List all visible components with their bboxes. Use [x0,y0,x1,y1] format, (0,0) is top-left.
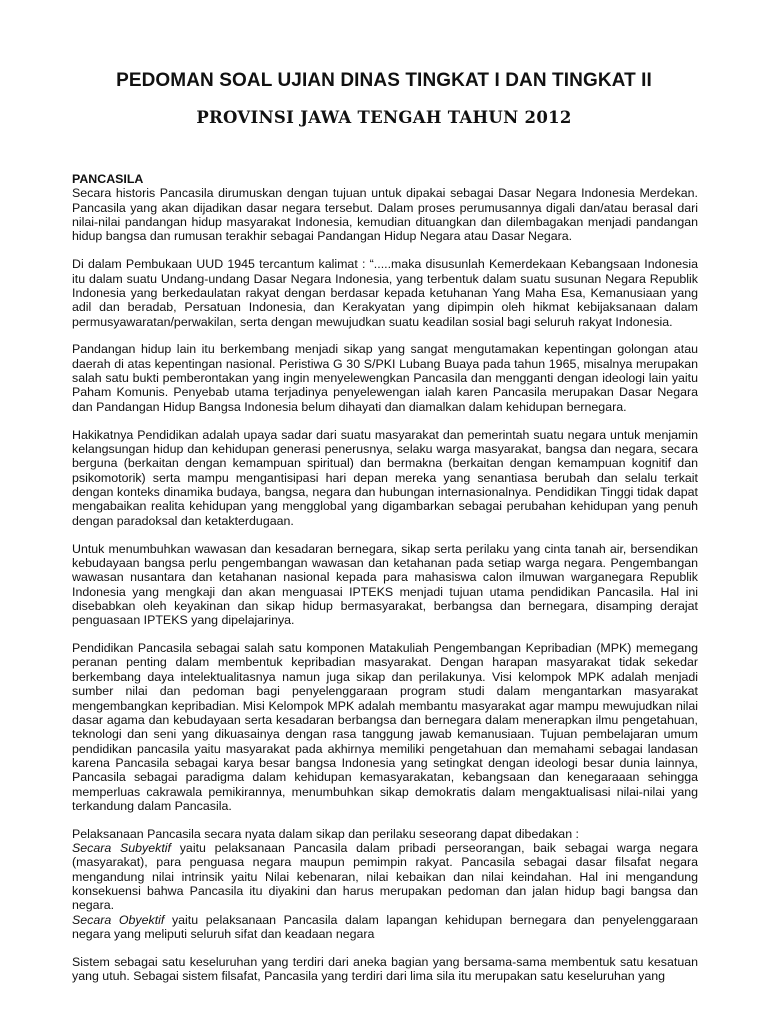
paragraph-4: Hakikatnya Pendidikan adalah upaya sadar dari suatu masyarakat dan pemerintah suatu negara untuk menjamin kelangsungan hidup dan kehidupan generasi penerusnya, selaku warga masyarakat, bangsa dan negara, secara berguna (berkaitan dengan kemampuan spiritual) dan bermakna (berkaitan dengan kemampuan kognitif dan psikomotorik) serta mampu mengantisipasi hari depan mereka yang senantiasa berubah dan selalu terkait dengan konteks dinamika budaya, bangsa, negara dan hubungan internasionalnya. Pendidikan Tinggi tidak dapat mengabaikan realita kehidupan yang mengglobal yang digambarkan sebagai perubahan kehidupan yang penuh dengan paradoksal dan ketakterdugaan. [72,427,698,528]
obyektif-term: Secara Obyektif [72,912,165,927]
paragraph-2: Di dalam Pembukaan UUD 1945 tercantum kalimat : “.....maka disusunlah Kemerdekaan Kebangsaan Indonesia itu dalam suatu Undang-undang Dasar Negara Indonesia, yang terbentuk dalam suatu susunan Negara Republik Indonesia yang berkedaulatan rakyat dengan berdasar kepada ketuhanan Yang Maha Esa, Kemanusiaan yang adil dan beradab, Persatuan Indonesia, dan Kerakyatan yang dipimpin oleh hikmat kebijaksanaan dalam permusyawaratan/perwakilan, serta dengan mewujudkan suatu keadilan sosial bagi seluruh rakyat Indonesia. [72,257,698,329]
paragraph-5: Untuk menumbuhkan wawasan dan kesadaran bernegara, sikap serta perilaku yang cinta tanah air, bersendikan kebudayaan bangsa perlu pengembangan wawasan dan ketahanan pada setiap warga negara. Pengembangan wawasan nusantara dan ketahanan nasional kepada para mahasiswa calon ilmuwan warganegara Republik Indonesia yang mengkaji dan akan menguasai IPTEKS menjadi tujuan utama pendidikan Pancasila. Hal ini disebabkan oleh keyakinan dan sikap hidup bermasyarakat, berbangsa dan bernegara, disamping derajat penguasaan IPTEKS yang dipelajarinya. [72,541,698,628]
document-body [72,172,698,997]
paragraph-1: Secara historis Pancasila dirumuskan dengan tujuan untuk dipakai sebagai Dasar Negara Indonesia Merdekan. Pancasila yang akan dijadikan dasar negara tersebut. Dalam proses perumusannya digali dan/atau berasal dari nilai-nilai pandangan hidup masyarakat Indonesia, kemudian dituangkan dan dilembagakan menjadi pandangan hidup bangsa dan rumusan terakhir sebagai Pandangan Hidup Negara atau Dasar Negara. [72,186,698,244]
subyektif-text: yaitu pelaksanaan Pancasila dalam pribadi perseorangan, baik sebagai warga negara (masyarakat), para penguasa negara maupun pemimpin rakyat. Pancasila sebagai dasar filsafat negara mengandung nilai intrinsik yaitu Nilai kebenaran, nilai kebaikan dan nilai keindahan. Hal ini mengandung konsekuensi bahwa Pancasila itu diyakini dan harus merupakan pedoman dan jalan hidup bagi bangsa dan negara. [72,841,698,913]
practice-obyektif [72,913,698,942]
subyektif-term: Secara Subyektif [72,841,171,856]
section-heading-pancasila: PANCASILA [72,172,144,186]
document-title: PEDOMAN SOAL UJIAN DINAS TINGKAT I DAN TINGKAT II [116,70,652,91]
obyektif-text: yaitu pelaksanaan Pancasila dalam lapangan kehidupan bernegara dan penyelenggaraan negara yang meliputi seluruh sifat dan keadaan negara [72,912,698,942]
practice-intro: Pelaksanaan Pancasila secara nyata dalam sikap dan perilaku seseorang dapat dibedakan : [72,826,579,841]
document-subtitle: PROVINSI JAWA TENGAH TAHUN 2012 [196,108,572,127]
paragraph-3: Pandangan hidup lain itu berkembang menjadi sikap yang sangat mengutamakan kepentingan golongan atau daerah di atas kepentingan nasional. Peristiwa G 30 S/PKI Lubang Buaya pada tahun 1965, misalnya merupakan salah satu bukti pemberontakan yang ingin menyelewengkan Pancasila dan mengganti dengan ideologi lain yaitu Paham Komunis. Penyebab utama terjadinya penyelewengan ialah karen Pancasila merupakan Dasar Negara dan Pandangan Hidup Bangsa Indonesia belum dihayati dan diamalkan dalam kehidupan bernegara. [72,342,698,414]
paragraph-6: Pendidikan Pancasila sebagai salah satu komponen Matakuliah Pengembangan Kepribadian (MPK) memegang peranan penting dalam membentuk kepribadian masyarakat. Dengan harapan masyarakat tidak sekedar berkembang daya intelektualitasnya namun juga sikap dan perilakunya. Visi kelompok MPK adalah menjadi sumber nilai dan pedoman bagi penyelenggaraan program studi dalam mengantarkan masyarakat mengembangkan kepribadian. Misi Kelompok MPK adalah membantu masyarakat agar mampu mewujudkan nilai dasar agama dan kebudayaan serta kesadaran berbangsa dan bernegara dalam menerapkan ilmu pengetahuan, teknologi dan seni yang dikuasainya dengan rasa tanggung jawab kemanusiaan. Tujuan pembelajaran umum pendidikan pancasila yaitu masyarakat pada akhirnya memiliki pengetahuan dan memahami sebagai landasan karena Pancasila sebagai karya besar bangsa Indonesia yang setingkat dengan ideologi besar dunia lainnya, Pancasila sebagai paradigma dalam kehidupan kemasyarakatan, kebangsaan dan kenegaraaan sehingga memperluas cakrawala pemikirannya, menumbuhkan sikap demokratis dalam mengaktualisasi nilai-nilai yang terkandung dalam Pancasila. [72,641,698,813]
paragraph-last: Sistem sebagai satu keseluruhan yang terdiri dari aneka bagian yang bersama-sama membentuk satu kesatuan yang utuh. Sebagai sistem filsafat, Pancasila yang terdiri dari lima sila itu merupakan satu keseluruhan yang [72,955,698,984]
practice-subyektif [72,841,698,913]
